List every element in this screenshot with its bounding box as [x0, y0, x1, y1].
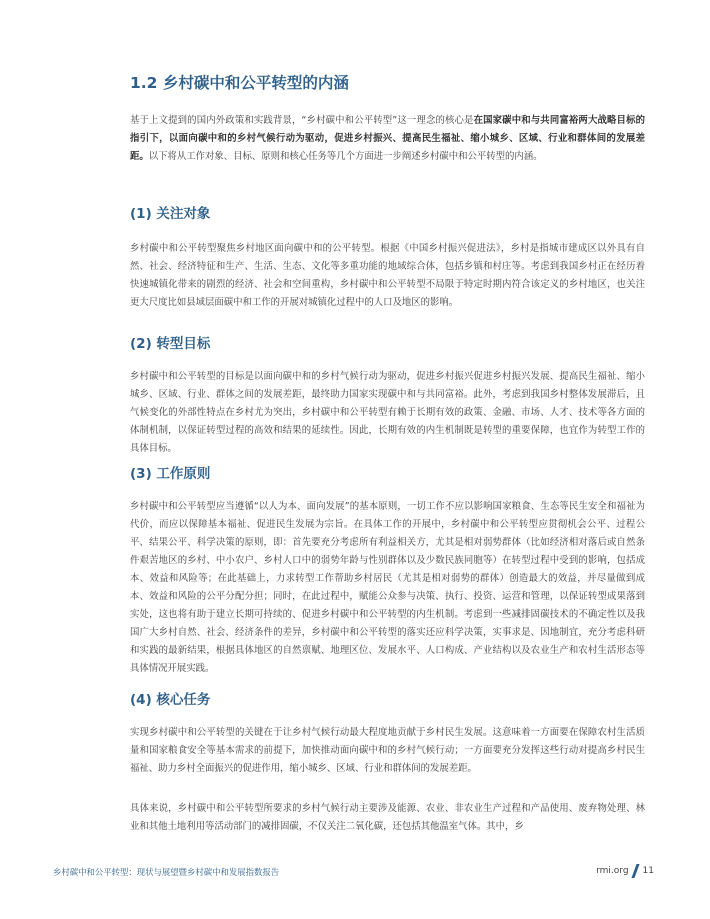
- subsection-heading-principles: (3) 工作原则: [130, 466, 211, 482]
- subsection-heading-tasks: (4) 核心任务: [130, 692, 211, 708]
- paragraph-tasks-2: 具体来说，乡村碳中和公平转型所要求的乡村气候行动主要涉及能源、农业、非农业生产过程和产品使用、废弃物处理、林业和其他土地利用等活动部门的减排固碳，不仅关注二氧化碳，还包括其他温室气体。其中，乡: [130, 803, 645, 832]
- intro-text-1: 基于上文提到的国内外政策和实践背景，“乡村碳中和公平转型”这一理念的核心是: [130, 115, 474, 126]
- footer-report-title: 乡村碳中和公平转型：现状与展望暨乡村碳中和发展指数报告: [53, 867, 280, 877]
- intro-text-2: 以下将从工作对象、目标、原则和核心任务等几个方面进一步阐述乡村碳中和公平转型的内涵。: [148, 151, 543, 162]
- subsection-heading-focus: (1) 关注对象: [130, 206, 211, 222]
- section-title: 1.2 乡村碳中和公平转型的内涵: [130, 74, 349, 92]
- paragraph-principles: 乡村碳中和公平转型应当遵循“以人为本、面向发展”的基本原则，一切工作不应以影响国家粮食、生态等民生安全和福祉为代价，而应以保障基本福祉、促进民生发展为宗旨。在具体工作的开展中，乡村碳中和公平转型应贯彻机会公平、过程公平、结果公平、科学决策的原则，即：首先要充分考虑所有利益相关方，尤其是相对弱势群体（比如经济相对落后或自然条件艰苦地区的乡村、中小农户、乡村人口中的弱势年龄与性别群体以及少数民族同胞等）在转型过程中受到的影响，包括成本、效益和风险等；在此基础上，力求转型工作帮助乡村居民（尤其是相对弱势的群体）创造最大的效益，并尽量做到成本、效益和风险的公平分配分担；同时，在此过程中，赋能公众参与决策、执行、投资、运营和管理，以保证转型成果落到实处，这也将有助于建立长期可持续的、促进乡村碳中和公平转型的内生机制。考虑到一些减排固碳技术的不确定性以及我国广大乡村自然、社会、经济条件的差异，乡村碳中和公平转型的落实还应科学决策，实事求是、因地制宜，充分考虑科研和实践的最新结果，根据具体地区的自然禀赋、地理区位、发展水平、人口构成、产业结构以及农业生产和农村生活形态等具体情况开展实践。: [130, 501, 645, 674]
- footer-right: [596, 864, 654, 878]
- intro-paragraph: [130, 112, 645, 166]
- slash-divider-icon: [631, 864, 639, 878]
- intro-text-bold: 在国家碳中和与共同富裕两大战略目标的指引下，以面向碳中和的乡村气候行动为驱动，促进乡村振兴、提高民生福祉、缩小城乡、区域、行业和群体间的发展差距。: [130, 115, 645, 162]
- footer-site-link[interactable]: rmi.org: [596, 866, 629, 876]
- paragraph-goal: 乡村碳中和公平转型的目标是以面向碳中和的乡村气候行动为驱动，促进乡村振兴促进乡村振兴发展、提高民生福祉、缩小城乡、区域、行业、群体之间的发展差距，最终助力国家实现碳中和与共同富裕。此外，考虑到我国乡村整体发展滞后，且气候变化的外部性特点在乡村尤为突出，乡村碳中和公平转型有赖于长期有效的政策、金融、市场、人才、技术等各方面的体制机制，以保证转型过程的高效和结果的延续性。因此，长期有效的内生机制既是转型的重要保障，也宜作为转型工作的具体目标。: [130, 371, 645, 454]
- paragraph-tasks-1: 实现乡村碳中和公平转型的关键在于让乡村气候行动最大程度地贡献于乡村民生发展。这意味着一方面要在保障农村生活质量和国家粮食安全等基本需求的前提下，加快推动面向碳中和的乡村气候行动；一方面要充分发挥这些行动对提高乡村民生福祉、助力乡村全面振兴的促进作用，缩小城乡、区域、行业和群体间的发展差距。: [130, 727, 645, 774]
- subsection-heading-goal: (2) 转型目标: [130, 336, 211, 352]
- paragraph-focus: 乡村碳中和公平转型聚焦乡村地区面向碳中和的公平转型。根据《中国乡村振兴促进法》，乡村是指城市建成区以外具有自然、社会、经济特征和生产、生活、生态、文化等多重功能的地域综合体，包括乡镇和村庄等。考虑到我国乡村正在经历着快速城镇化带来的剧烈的经济、社会和空间重构，乡村碳中和公平转型不局限于特定时期内符合该定义的乡村地区，也关注更大尺度比如县域层面碳中和工作的开展对城镇化过程中的人口及地区的影响。: [130, 243, 645, 308]
- page-number: 11: [642, 866, 654, 876]
